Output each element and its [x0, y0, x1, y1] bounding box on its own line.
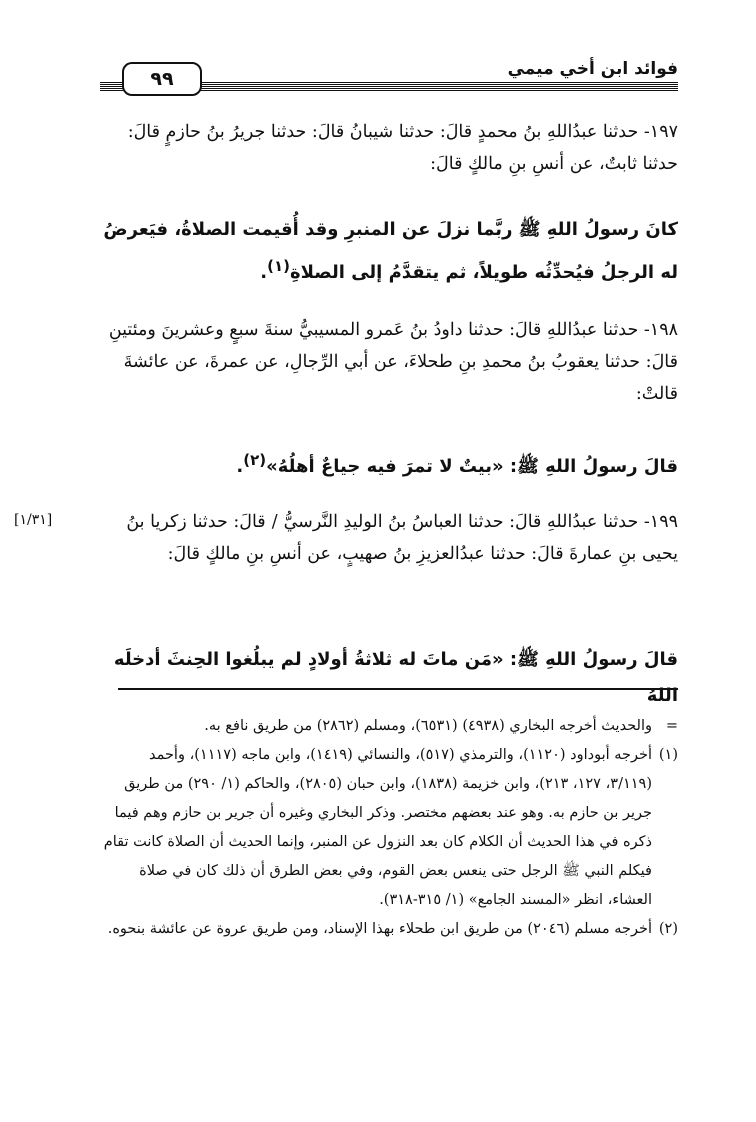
page-number-text: ٩٩ — [150, 68, 174, 90]
footnote-number: = — [665, 718, 678, 734]
hadith-197-matn: كانَ رسولُ اللهِ ﷺ ربَّما نزلَ عن المنبرِ وقد أُقيمت الصلاةُ، فيَعرضُ له الرجلُ فيُحدِّثُه طويلاً، ثم يتقدَّمُ إلى الصلاةِ$^{(١)}$. — [103, 219, 678, 283]
footnote-number: (١) — [658, 747, 678, 763]
hadith-198-matn-text: قالَ رسولُ اللهِ ﷺ: «بيتٌ لا تمرَ فيه جياعٌ أهلُهُ» — [266, 456, 678, 477]
manuscript-page-slash: / — [271, 512, 278, 532]
footnote-continued — [100, 712, 678, 741]
footnote-marker-2: (٢) — [243, 451, 267, 469]
hadith-199-isnad-part1: ١٩٩- حدثنا عبدُاللهِ قالَ: حدثنا العباسُ بنُ الوليدِ النَّرسيُّ — [283, 512, 678, 532]
footnote-1 — [100, 741, 678, 915]
footnote-separator — [118, 688, 678, 690]
page-number — [122, 62, 202, 96]
hadith-197-isnad: ١٩٧- حدثنا عبدُاللهِ بنُ محمدٍ قالَ: حدثنا شيبانُ قالَ: حدثنا جريرُ بنُ حازمٍ قالَ: حدثنا ثابتٌ، عن أنسِ بنِ مالكٍ قالَ: — [127, 122, 678, 174]
hadith-197-matn-text: كانَ رسولُ اللهِ ﷺ ربَّما نزلَ عن المنبرِ وقد أُقيمت الصلاةُ، فيَعرضُ له الرجلُ فيُحدِّثُه طويلاً، ثم يتقدَّمُ إلى الصلاةِ — [103, 219, 678, 283]
page-header — [100, 58, 678, 102]
hadith-199-isnad — [100, 506, 678, 570]
hadith-198-matn: قالَ رسولُ اللهِ ﷺ: «بيتٌ لا تمرَ فيه جياعٌ أهلُهُ»$^{(٢)}$. — [236, 451, 678, 477]
footnote-text: والحديث أخرجه البخاري (٤٩٣٨) (٦٥٣١)، ومسلم (٢٨٦٢) من طريق نافع به. — [204, 718, 652, 734]
footnote-2 — [100, 915, 678, 944]
book-title: فوائد ابن أخي ميمي — [507, 59, 678, 79]
hadith-199-matn: قالَ رسولُ اللهِ ﷺ: «مَن ماتَ له ثلاثةُ أولادٍ لم يبلُغوا الحِنثَ أدخلَه اللهُ — [113, 649, 678, 706]
footnote-marker-1: (١) — [267, 257, 290, 275]
hadith-199-isnad-part2: قالَ: حدثنا زكريا بنُ يحيى بنِ عمارةَ قالَ: حدثنا عبدُالعزيزِ بنُ صهيبٍ، عن أنسِ بنِ مالكٍ قالَ: — [126, 512, 678, 564]
volume-page-reference: [١/٣١] — [14, 512, 53, 528]
footnotes — [100, 712, 678, 944]
footnote-text: أخرجه مسلم (٢٠٤٦) من طريق ابن طحلاء بهذا الإسناد، ومن طريق عروة عن عائشة بنحوه. — [107, 921, 652, 937]
footnote-text: أخرجه أبوداود (١١٢٠)، والترمذي (٥١٧)، والنسائي (١٤١٩)، وابن ماجه (١١١٧)، وأحمد (٣/١١٩، ١٢٧، ٢١٣)، وابن خزيمة (١٨٣٨)، وابن حبان (٢٨٠٥)، والحاكم (١/ ٢٩٠) من طريق جرير بن حازم به. وهو عند بعضهم مختصر. وذكر البخاري وغيره أن جرير بن حازم وهم فيما ذكره في هذا الحديث أن الكلام كان بعد النزول عن المنبر، وإنما الحديث أن الصلاة كانت تقام فيكلم النبي ﷺ الرجل حتى ينعس بعض القوم، وفي بعض الطرق أن ذلك كان في صلاة العشاء، انظر «المسند الجامع» (١/ ٣١٥-٣١٨). — [103, 747, 652, 908]
footnote-number: (٢) — [658, 921, 678, 937]
hadith-198-isnad: ١٩٨- حدثنا عبدُاللهِ قالَ: حدثنا داودُ بنُ عَمرو المسيبيُّ سنةَ سبعٍ وعشرينَ ومئتينِ قالَ: حدثنا يعقوبُ بنُ محمدِ بنِ طحلاءَ، عن أبي الرِّجالِ، عن عمرةَ، عن عائشةَ قالتْ: — [108, 320, 678, 404]
